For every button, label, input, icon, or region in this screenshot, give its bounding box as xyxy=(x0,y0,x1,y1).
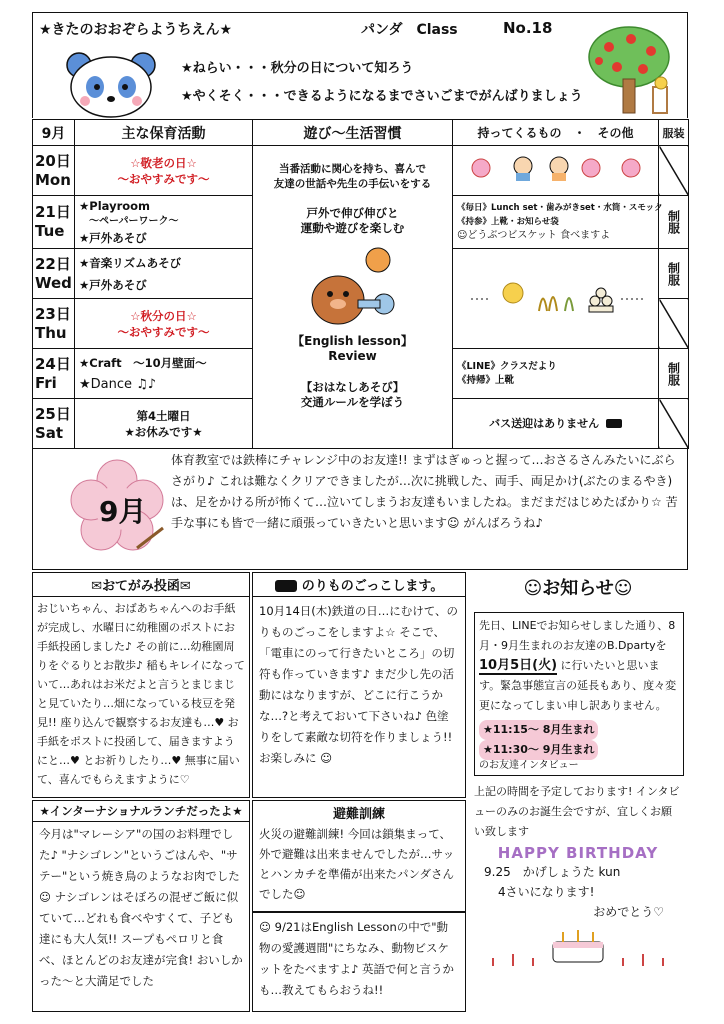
september-note-text: 体育教室では鉄棒にチャレンジ中のお友達!! まずはぎゅっと握って…おさるさんみたいにぶらさがり♪ これは難なくクリアできましたが…次に挑戦した、両手、両足かけ(ぶたのまるやき)は、足をかける所が怖くて…泣いてしまうお友達もいましたね。まだまだはじめたばかり☆ 苦手な事にも皆で一緒に頑張っていきたいと思います☺ がんばろうね♪ xyxy=(171,453,678,530)
activity-cell: 第4土曜日 ★お休みです★ xyxy=(75,399,253,449)
moon-viewing-illustration xyxy=(461,271,651,321)
cake-illustration xyxy=(473,922,683,968)
activity-cell: ★Craft ～10月壁面～ ★Dance ♫♪ xyxy=(75,349,253,399)
letter-box xyxy=(32,572,250,798)
bring-cell: バス送迎はありません xyxy=(453,399,659,449)
day-cell: 20日 Mon xyxy=(33,146,75,196)
activity-cell: ★Playroom ～ペーパーワーク～ ★戸外あそび xyxy=(75,196,253,249)
hb-title: HAPPY BIRTHDAY xyxy=(497,844,659,862)
uniform-cell: 制服 xyxy=(659,349,689,399)
hb-name: 9.25 かげしょうた kun xyxy=(484,865,621,879)
table-header-row xyxy=(33,120,689,146)
panda-illustration xyxy=(57,49,167,119)
school-name: ★きたのおおぞらようちえん★ xyxy=(39,22,233,38)
uniform-cell xyxy=(659,299,689,349)
smile-icon: ☺ xyxy=(613,578,633,599)
notice-title: お知らせ xyxy=(542,578,614,599)
slot-september: ★11:30～ 9月生まれ xyxy=(479,740,598,760)
col-habits: 遊び～生活習慣 xyxy=(253,120,453,146)
col-month: 9月 xyxy=(33,120,75,146)
col-activity: 主な保育活動 xyxy=(75,120,253,146)
habits-cell: 当番活動に関心を持ち、喜んで 友達の世話や先生の手伝いをする 戸外で伸び伸びと 運動や遊びを楽しむ 【English lesson】 Review 【おはなしあそび】 交通ルールを学ぼう xyxy=(253,146,453,449)
aim-text: ★ねらい・・・秋分の日について知ろう xyxy=(181,61,414,76)
evacuation-title: 避難訓練 xyxy=(332,807,385,822)
slot-august: ★11:15～ 8月生まれ xyxy=(479,720,598,740)
weekly-schedule-table xyxy=(32,119,689,449)
uniform-cell xyxy=(659,399,689,449)
notice-text-3: 上記の時間を予定しております! インタビューのみのお誕生会ですが、宜しくお願い致します xyxy=(474,785,680,838)
evacuation-box xyxy=(252,800,466,912)
english-note-box xyxy=(252,912,466,1012)
day-cell: 25日 Sat xyxy=(33,399,75,449)
class-name: パンダ Class xyxy=(361,22,458,38)
issue-number: No.18 xyxy=(503,19,553,37)
train-icon xyxy=(275,580,297,592)
schedule-slots xyxy=(479,720,679,772)
bring-cell: 《毎日》Lunch set・歯みがきset・水筒・スモック 《持参》上靴・お知らせ袋 ☺どうぶつビスケット 食べますよ xyxy=(453,196,659,249)
uniform-cell: 制服 xyxy=(659,249,689,299)
letter-title: ✉おてがみ投函✉ xyxy=(33,575,249,597)
uniform-cell xyxy=(659,146,689,196)
flowers-and-kids-illustration xyxy=(461,153,651,183)
evacuation-text: 火災の避難訓練! 今回は鎖集まって、外で避難は出来ませんでしたが…サッとハンカチを準備が出来たパンダさんでした☺ xyxy=(259,827,455,901)
col-bring: 持ってくるもの ・ その他 xyxy=(453,120,659,146)
bus-icon xyxy=(606,419,622,428)
promise-text: ★やくそく・・・できるようになるまでさいごまでがんばりましょう xyxy=(181,89,583,104)
vehicle-title: のりものごっこします。 xyxy=(301,579,444,594)
activity-cell: ☆敬老の日☆ ～おやすみです～ xyxy=(75,146,253,196)
smile-icon: ☺ xyxy=(523,578,543,599)
bring-cell xyxy=(453,249,659,349)
activity-cell: ★音楽リズムあそび ★戸外あそび xyxy=(75,249,253,299)
slot-note: のお友達インタビュー xyxy=(479,760,579,771)
activity-cell: ☆秋分の日☆ ～おやすみです～ xyxy=(75,299,253,349)
notice-text-1: 先日、LINEでお知らせしました通り、8月・9月生まれのお友達のB.Dpartyを xyxy=(479,619,676,652)
notice-text-2: に行いたいと思います。緊急事態宣言の延長もあり、度々変更になってしまい申し訳ありません。 xyxy=(479,659,677,712)
english-note-text: ☺ 9/21はEnglish Lessonの中で"動物の愛護週間"にちなみ、動物ビスケットをたべますよ♪ 英語で何と言うかも…教えてもらおうね!! xyxy=(259,920,454,997)
day-cell: 21日 Tue xyxy=(33,196,75,249)
notice-box xyxy=(468,572,688,1024)
mole-illustration xyxy=(298,242,408,332)
lunch-title: ★インターナショナルランチだったよ★ xyxy=(33,803,249,822)
vehicle-play-box xyxy=(252,572,466,798)
uniform-cell: 制服 xyxy=(659,196,689,249)
vehicle-title-row xyxy=(253,575,465,597)
bring-cell xyxy=(453,146,659,196)
vehicle-text: 10月14日(木)鉄道の日…にむけて、のりものごっこをしますよ☆ そこで、「電車にのって行きたいところ」の切符も作っていきます♪ まだ少し先の活動にはなりますが、どこに行こうかな…?と考えておいて下さいね♪ 色塗りをして素敵な切符を作りましょう!! お楽しみに ☺ xyxy=(259,604,459,765)
hb-age: 4さいになります! xyxy=(498,885,595,899)
notice-main xyxy=(474,612,684,776)
september-badge: 9月 xyxy=(99,495,147,528)
lunch-text: 今月は"マレーシア"の国のお料理でした♪ "ナシゴレン"というごはんや、"サテー"という焼き鳥のようなお肉でした☺ ナシゴレンはそぼろの混ぜご飯に似ていて…どれも食べやすくて、子ども達にも大人気!! スープもペロリと食べ、ほとんどのお友達が完食! おいしかった～と大満足でした xyxy=(39,827,243,988)
table-row xyxy=(33,146,689,196)
bring-cell: 《LINE》クラスだより 《持帰》上靴 xyxy=(453,349,659,399)
day-cell: 23日 Thu xyxy=(33,299,75,349)
notice-title-row xyxy=(468,572,688,606)
page-header xyxy=(32,12,688,118)
hb-congrats: おめでとう♡ xyxy=(593,905,664,919)
day-cell: 22日 Wed xyxy=(33,249,75,299)
september-note-box xyxy=(32,446,688,570)
letter-text: おじいちゃん、おばあちゃんへのお手紙が完成し、水曜日に幼稚園のポストにお手紙投函しました♪ その前に…幼稚園周りをぐるりとお散歩♪ 稲もキレイになっていて…あれはお米だよと言うとまじまじと見ていたり…畑になっている枝豆を発見!! 座り込んで観察するお友達も…♥ お手紙をポストに投函して、届きますようにと…♥ とお祈りしたり…♥ 無事に届いて、喜んでもらえますように♡ xyxy=(37,602,245,786)
party-date: 10月5日(火) xyxy=(479,658,558,673)
lunch-box xyxy=(32,800,250,1012)
day-cell: 24日 Fri xyxy=(33,349,75,399)
col-uniform: 服装 xyxy=(659,120,689,146)
apple-tree-illustration xyxy=(581,23,681,119)
